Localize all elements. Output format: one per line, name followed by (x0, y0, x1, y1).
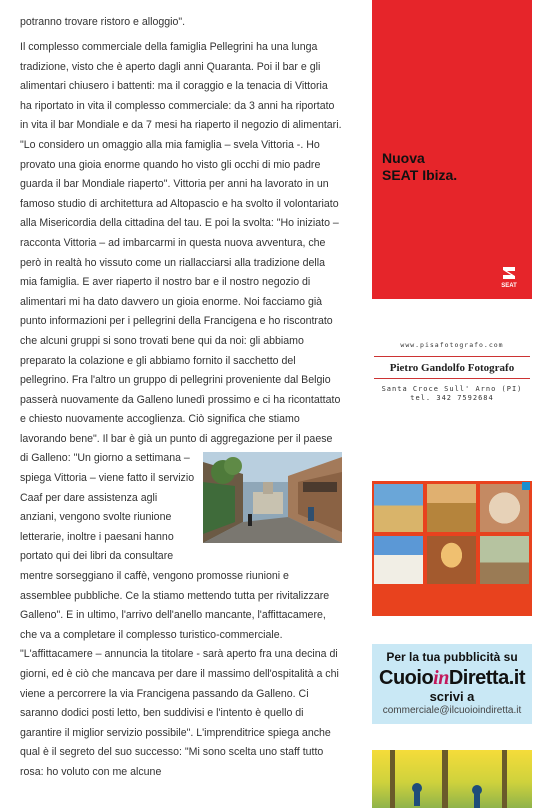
cuoio-ad-brand (372, 664, 532, 690)
leaning-tower-photo (374, 536, 423, 584)
brand-part: Cuoio (379, 667, 434, 689)
photographer-name: Pietro Gandolfo Fotografo (389, 362, 515, 374)
article-paragraph: per il paese di Galleno: "Un giorno a settimana – spiega Vittoria – viene fatto il servizio Caaf per dare assistenza agli anziani, vengono svolte riunione letterarie, inoltre i paesani hanno portato qui dei libri da consultare mentre sorseggiano il caffè, vengono promosse riunioni e assemblee pubbliche. Ce la stiamo mettendo tutta per rivitalizzare Galleno". E in ultimo, l'arrivo dell'anello mancante, l'affittacamere, che va a completare il complesso turistico-commerciale. "L'affittacamere – annuncia la titolare - sarà aperto fra una decina di giorni, ed è ciò che mancava per dare il massimo dell'ospitalità a chi viene a percorrere la via Francigena passando da Galleno. Ci saranno dodici posti letto, ben suddivisi e l'intento è quello di garantire il miglior servizio possibile". L'imprenditrice spiega anche qual è il segreto del suo successo: "Mi sono scelta uno staff tutto rosa: ho voluto con me alcune (20, 432, 339, 778)
palace-courtyard-photo (427, 484, 476, 532)
brand-part: in (433, 667, 449, 689)
seat-ad-headline (382, 150, 457, 184)
cuoio-ad-line1: Per la tua pubblicità su (386, 650, 518, 664)
travel-photo-grid-ad[interactable] (372, 481, 532, 616)
palace-photo (374, 484, 423, 532)
park-running-ad[interactable] (372, 750, 532, 808)
seat-ibiza-ad[interactable] (372, 0, 532, 299)
street-photo (203, 452, 342, 543)
photographer-address: Santa Croce Sull' Arno (PI) (381, 385, 523, 393)
photographer-phone: tel. 342 7592684 (410, 394, 494, 402)
food-photo (480, 484, 529, 532)
brand-part: Diretta.it (448, 667, 525, 689)
arch-photo (427, 536, 476, 584)
seat-ad-line2: SEAT Ibiza. (382, 167, 458, 183)
intro-paragraph-tail: potranno trovare ristoro e alloggio". (20, 15, 186, 28)
article-paragraph: Il complesso commerciale della famiglia Pellegrini ha una lunga tradizione, visto che è aperto dagli anni Quaranta. Poi il bar e gli alimentari chiusero i battenti: ma il coraggio e la tenacia di Vittoria ha riportato in vita il complesso commerciale: da 3 anni ha riportato in vita il bar Mondiale e da 7 mesi ha riaperto il negozio di alimentari. "Lo considero un omaggio alla mia famiglia – svela Vittoria -. Ho provato una gioia enorme quando ho visto gli occhi di mio padre guarda il bar Mondiale riaperto". Vittoria per anni ha lavorato in un famoso studio di architettura ad Altopascio e ha svolto il volontariato alla Misericordia della cittadina del tau. E poi la svolta: "Ho iniziato – racconta Vittoria – ad imbarcarmi in questa nuova avventura, che però in realtà ho vissuto come un riallacciarsi alla tradizione della mia famiglia. E aver riaperto il nostro bar e il nostro negozio di alimentari mi ha dato davvero un gioia enorme. Noi facciamo già punto informazioni per i pellegrini della Francigena e ho riscontrato che alcuni gruppi si sono trovati bene qui da noi: gli abbiamo preparato la colazione e gli abbiamo fornito il sacchetto del pellegrino. Fra l'altro un gruppo di pellegrini proveniente dal Belgio passerà nuovamente da Galleno lunedì prossimo e ci ha ricontattato e chiesto nuovamente accoglienza. Ciò significa che stiamo lavorando bene". Il bar è già un punto di aggregazione (20, 41, 342, 445)
seat-logo-icon (501, 265, 517, 281)
cuoioindiretta-ad[interactable] (372, 644, 532, 724)
article-intro-tail (20, 2, 342, 43)
street-photo-image (203, 452, 342, 543)
adchoices-icon[interactable] (522, 482, 530, 490)
seat-logo-text: SEAT (501, 283, 517, 289)
seat-logo (498, 265, 520, 289)
article-body (20, 38, 342, 783)
village-photo (480, 536, 529, 584)
seat-ad-line1: Nuova (382, 150, 425, 166)
photographer-url[interactable]: www.pisafotografo.com (400, 341, 504, 349)
photographer-ad[interactable] (372, 337, 532, 437)
cuoio-ad-line3: scrivi a (429, 689, 475, 704)
cuoio-ad-email[interactable]: commerciale@ilcuoioindiretta.it (382, 705, 522, 716)
park-illustration (372, 750, 532, 808)
